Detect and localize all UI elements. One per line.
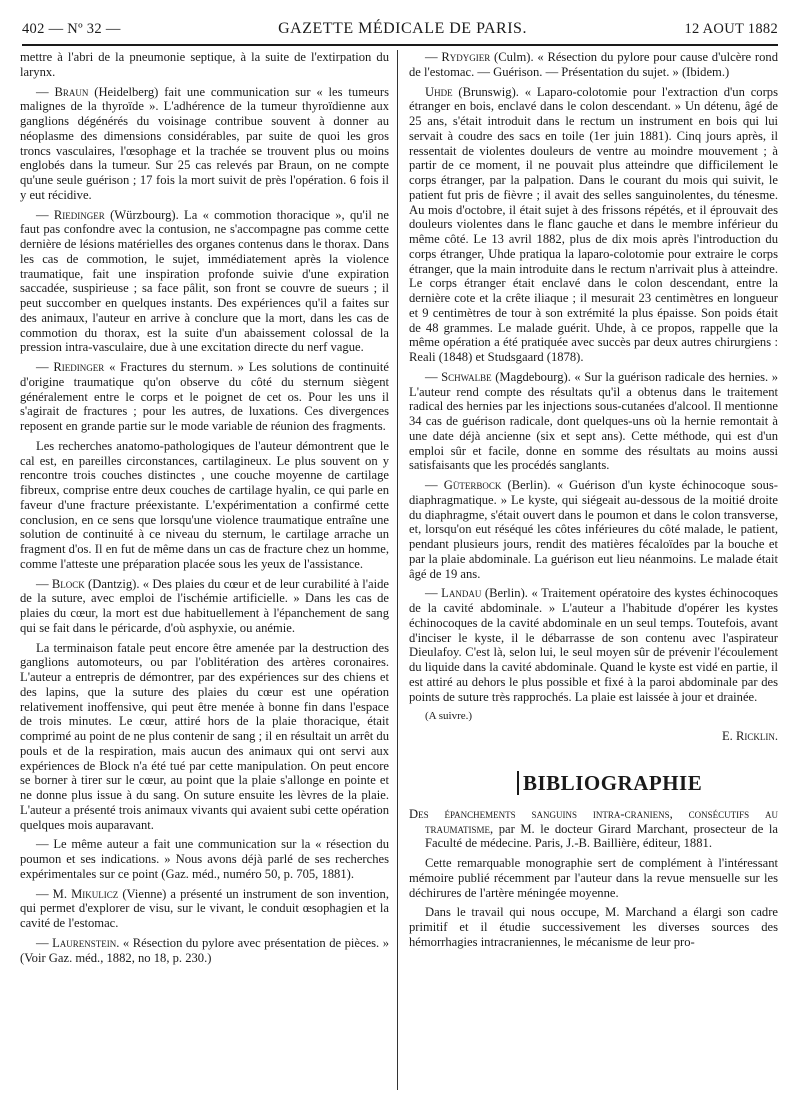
article-text: La terminaison fatale peut encore être amenée par la destruction des ganglions automoteurs, ou par l'oblitération des artères coronaires. L'auteur a entrepris de démontrer, par des expériences sur des chiens et des lapins, que la suture des plaies du cœur est une opération relativement inoffensive, qui peut être menée à bonne fin dans l'espace de trois minutes. Le cœur, attiré hors de la plaie thoracique, était comprimé au point de ne plus contenir de sang ; il en résultait un arrêt du pouls et de la respiration, mais aucun des animaux qui ont servi aux expériences de Block n'a été tué par cette manipulation. On peut encore se borner à tirer sur le cœur, au point que la plaie s'allonge en pointe et ne donne plus issue à du sang. On suture ensuite les lèvres de la plaie. L'auteur a présenté trois animaux vivants qui avaient subi cette opération quelques mois auparavant. xyxy=(20,640,389,832)
article-author: — Schwalbe xyxy=(425,369,492,384)
article-paragraph xyxy=(20,837,389,881)
article-author: — Landau xyxy=(425,586,482,601)
article-text: (Vienne) a présenté un instrument de son invention, qui permet d'explorer de visu, sur le vivant, le conduit œsophagien et la cavité de l'estomac. xyxy=(20,886,389,930)
bibliography-heading: BIBLIOGRAPHIE xyxy=(517,771,702,795)
bibliography-entry-title: Des épanchements sanguins intra-craniens, consécutifs au traumatisme, xyxy=(409,806,778,836)
bibliography-entry xyxy=(409,807,778,851)
page-header xyxy=(22,14,778,46)
journal-title: GAZETTE MÉDICALE DE PARIS. xyxy=(278,20,527,37)
article-paragraph xyxy=(20,85,389,203)
article-paragraph xyxy=(20,50,389,80)
article-author: — Rydygier xyxy=(425,50,491,64)
article-author: — Block xyxy=(36,576,85,591)
page-number: 402 — Nº 32 — xyxy=(22,20,121,37)
article-paragraph xyxy=(409,370,778,473)
article-paragraph xyxy=(409,85,778,365)
article-text: (Culm). « Résection du pylore pour cause d'ulcère rond de l'estomac. — Guérison. — Présentation du sujet. » (Ibidem.) xyxy=(409,50,778,79)
article-author: — Riedinger xyxy=(36,207,105,222)
article-paragraph xyxy=(20,641,389,833)
issue-date: 12 AOUT 1882 xyxy=(684,20,778,37)
article-text: (Brunswig). « Laparo-colotomie pour l'extraction d'un corps étranger en bois, enclavé dans le colon descendant. » Un détenu, âgé de 25 ans, s'était introduit dans le rectum un instrument en bois qui lui servait à coudre des sacs en toile (1er juin 1881). Cinq jours après, il ressentait de violentes douleurs de ventre au moindre mouvement ; à partir de ce moment, il ne pouvait plus atteindre que difficilement le corps étranger, par la palpation. Dans le courant du mois qui suivit, le patient fut pris de fièvre ; il avait des selles sanguinolentes, du ténesme. Au mois d'octobre, il était sujet à des frissons répétés, et il éprouvait des douleurs violentes dans le flanc gauche et dans le membre inférieur du même côté. Le 13 avril 1882, plus de dix mois après l'introduction du corps étranger, Uhde pratiqua la laparo-colotomie pour extraire le corps étranger, que la main introduite dans le rectum n'arrivait plus à atteindre. Le corps étranger était enclavé dans le colon descendant, entre la dernière cote et la crête iliaque ; il mesurait 23 centimètres en longueur et 9 centimètres de tour à son extrémité la plus épaisse. Son poids était de 48 grammes. Le malade guérit. Uhde, à ce propos, rappelle que la même opération a été pratiquée avec succès par deux autres chirurgiens : Reali (1848) et Studsgaard (1878). xyxy=(409,84,778,364)
author-signature: E. Ricklin. xyxy=(721,729,778,743)
article-paragraph xyxy=(20,360,389,434)
article-author: — Güterbock xyxy=(425,478,502,492)
article-author: — Riedinger xyxy=(36,360,105,374)
article-text: . « Résection du pylore avec présentation de pièces. » (Voir Gaz. méd., 1882, no 18, p. 230.) xyxy=(20,935,389,965)
article-text: (Heidelberg) fait une communication sur « les tumeurs malignes de la thyroïde ». L'adhérence de la tumeur thyroïdienne aux ganglions dégénérés du voisinage contribue souvent à donner au néoplasme des dimensions considérables, par suite de quoi les gros troncs vasculaires, l'œsophage et la trachée se trouvent plus ou moins englobés dans la tumeur. Sur 25 cas relevés par Braun, on ne compte qu'une seule guérison ; 17 fois la mort suivit de près l'opération. 6 fois il y eut récidive. xyxy=(20,84,389,202)
bibliography-paragraph-2: Dans le travail qui nous occupe, M. Marchand a élargi son cadre primitif et il étudie successivement les diverses sources des hémorrhagies intracraniennes, le mécanisme de leur pro- xyxy=(409,905,778,949)
article-text: (Berlin). « Traitement opératoire des kystes échinocoques de la cavité abdominale. » L'auteur a l'habitude d'opérer les kystes échinocoques de la cavité abdominale en un seul temps. Toutefois, avant d'inciser le kyste, il le débarrasse de son contenu avec l'aspirateur Dieulafoy. C'est là, selon lui, le seul moyen sûr de prévenir l'écoulement du liquide dans la cavité abdominale. Quand le kyste est vidé en partie, il est attiré au dehors le plus possible et fixé à la paroi abdominale par des points de suture très rapprochés. La plaie est laissée à jour et drainée. xyxy=(409,586,778,704)
to-be-continued: (A suivre.) xyxy=(425,710,473,723)
article-text: (Magdebourg). « Sur la guérison radicale des hernies. » L'auteur rend compte des résultats qu'il a obtenus dans le traitement radical des hernies par les injections sous-cutanées d'alcool. Il mentionne 34 cas de guérison radicale, dont quelques-uns où la hernie remontait à une date déjà ancienne (six et sept ans). Cette méthode, qui est d'un emploi sûr et facile, donne en somme des résultats au moins aussi satisfaisants que les procédés sanglants. xyxy=(409,369,778,473)
article-paragraph xyxy=(409,586,778,704)
article-text: (Dantzig). « Des plaies du cœur et de leur curabilité à l'aide de la suture, avec emploi de l'ischémie artificielle. » Dans les cas de plaies du cœur, la mort est due habituellement à l'épanchement de sang qui se fait dans le péricarde, d'où asphyxie, ou anémie. xyxy=(20,576,389,635)
article-author: — Braun xyxy=(36,84,89,99)
left-column xyxy=(20,50,389,970)
bibliography-entry-details: par M. le docteur Girard Marchant, prosecteur de la Faculté de médecine. Paris, J.-B. Baillière, éditeur, 1881. xyxy=(425,821,778,851)
article-paragraph xyxy=(20,439,389,572)
article-text: (Würzbourg). La « commotion thoracique », qu'il ne faut pas confondre avec la contusion, ne s'accompagne pas comme cette dernière de lésions matérielles des organes contenus dans le thorax. Dans les cas de commotion, le sujet, immédiatement après la violence traumatique, fait une inspiration profonde suivie d'une expiration saccadée, suspirieuse ; sa face pâlit, son front se couvre de sueurs ; il peut succomber en quelques instants. Des expériences qu'il a faites sur des animaux, l'auteur en arrive à conclure que la mort, dans les cas de commotion du thorax, est la suite d'un abaissement colossal de la pression intra-vasculaire, due à une excitation directe du nerf vague. xyxy=(20,207,389,355)
article-paragraph xyxy=(409,478,778,581)
right-column xyxy=(409,50,778,955)
article-text: Les recherches anatomo-pathologiques de l'auteur démontrent que le cal est, en pareilles circonstances, cartilagineux. Le plus souvent on y rencontre trois couches distinctes , une couche moyenne de cartilage fibreux, comprise entre deux couches de cartilage hyalin, ce qui parle en faveur d'une fracture préexistante. L'expérimentation a confirmé cette conclusion, en ce sens que lorsqu'une violence traumatique entraîne une solution de continuité à ce niveau du sternum, le cartilage arrache un fragment d'os. Il en fut de même dans un cas de fracture chez un homme, comme l'atteste une préparation placée sous les yeux de l'assistance. xyxy=(20,438,389,571)
column-divider xyxy=(397,50,398,1090)
article-author: Uhde xyxy=(425,84,453,99)
article-paragraph xyxy=(20,936,389,966)
article-text: (Berlin). « Guérison d'un kyste échinocoque sous-diaphragmatique. » Le kyste, qui siégeait au-dessous de la moitié droite du diaphragme, s'était ouvert dans le poumon et dans le colon transverse, et, lorsqu'on eut réséqué les côtes inférieures du côté malade, le patient, pendant plusieurs jours, rendit des matières fécaloïdes par la bouche et par la plaie abdominale. La guérison eut lieu néanmoins. Le malade était âgé de 19 ans. xyxy=(409,478,778,581)
article-paragraph xyxy=(20,577,389,636)
article-author: — M. Mikulicz xyxy=(36,886,119,901)
right-column-articles xyxy=(409,50,778,704)
article-text: — Le même auteur a fait une communication sur la « résection du poumon et ses indications. » Nous avons déjà parlé de ses recherches expérimentales sur ce point (Gaz. méd., numéro 50, p. 705, 1881). xyxy=(20,837,389,881)
article-text: mettre à l'abri de la pneumonie septique, à la suite de l'extirpation du larynx. xyxy=(20,50,389,79)
article-author: — Laurenstein xyxy=(36,935,117,950)
bibliography-paragraph-1: Cette remarquable monographie sert de complément à l'intéressant mémoire publié récemment par l'auteur dans la revue mensuelle sur les déchirures de l'artère méningée moyenne. xyxy=(409,856,778,900)
article-text: « Fractures du sternum. » Les solutions de continuité d'origine traumatique qu'on observe du côté du sternum siègent généralement entre le corps et le poignet de cet os. Pour les uns il s'agirait de fractures ; pour les autres, de luxations. Ces divergences reposent en grande partie sur le mode variable de réunion des fragments. xyxy=(20,360,389,433)
article-paragraph xyxy=(20,208,389,356)
article-paragraph xyxy=(20,887,389,931)
article-paragraph xyxy=(409,50,778,80)
